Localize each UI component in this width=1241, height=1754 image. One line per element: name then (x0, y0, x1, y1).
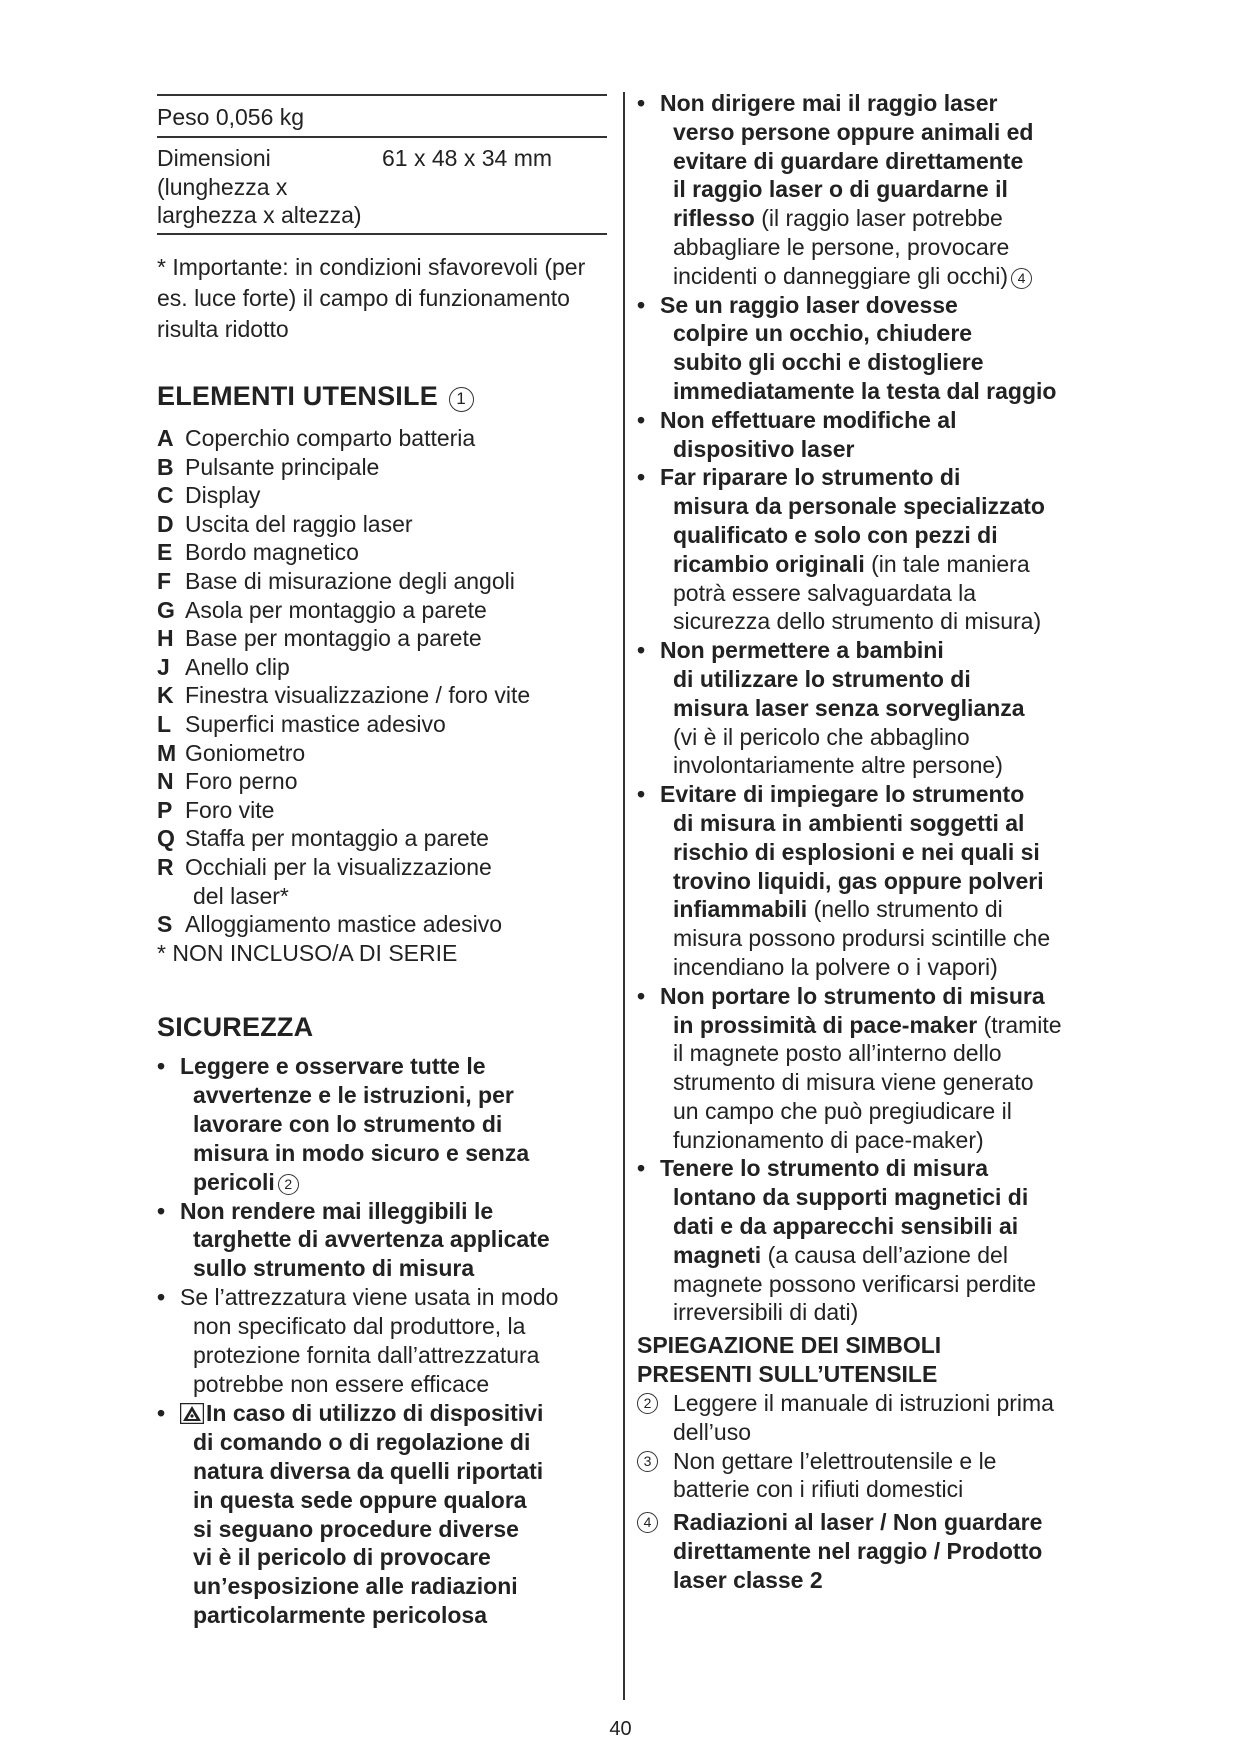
elements-heading (157, 381, 607, 412)
laser-warning-icon (180, 1403, 204, 1424)
list-item: • Non rendere mai illeggibili le targhette di avvertenza applicate sullo strumento di misura (157, 1197, 607, 1284)
list-item: D Uscita del raggio laser (157, 510, 413, 537)
list-item: • In caso di utilizzo di dispositivi di comando o di regolazione di natura diversa da quelli riportati in questa sede oppure qualora si seguano procedure diverse vi è il pericolo di provocare un’esposizione alle radiazioni particolarmente pericolosa (157, 1399, 607, 1630)
spec-note (157, 252, 607, 345)
rule (157, 136, 607, 138)
laser-safety-list (637, 89, 1097, 1327)
dim-label: (lunghezza x (157, 173, 288, 200)
safety-heading: SICUREZZA (157, 1012, 314, 1042)
list-item: B Pulsante principale (157, 453, 380, 480)
list-item: F Base di misurazione degli angoli (157, 567, 515, 594)
list-item: 2 Leggere il manuale di istruzioni prima dell’uso (637, 1389, 1097, 1447)
ref-circle: 4 (637, 1512, 658, 1533)
list-item: • Non permettere a bambini di utilizzare lo strumento di misura laser senza sorveglianza (vi è il pericolo che abbaglino involontariamente altre persone) (637, 636, 1097, 780)
elements-list (157, 424, 607, 967)
elements-title: ELEMENTI UTENSILE (157, 381, 438, 411)
list-item: Q Staffa per montaggio a parete (157, 825, 489, 852)
column-divider (623, 92, 625, 1700)
spec-dimensions (157, 144, 607, 230)
rule (157, 94, 607, 96)
dim-label: Dimensioni (157, 145, 271, 171)
list-item: E Bordo magnetico (157, 539, 359, 566)
list-item: R Occhiali per la visualizzazione del laser* (157, 853, 492, 909)
list-item: 3 Non gettare l’elettroutensile e le batterie con i rifiuti domestici (637, 1447, 1097, 1505)
ref-circle: 4 (1011, 268, 1032, 289)
rule (157, 233, 607, 235)
list-item: K Finestra visualizzazione / foro vite (157, 682, 531, 709)
list-item: • Non effettuare modifiche al dispositivo laser (637, 406, 1097, 464)
list-item: 4 Radiazioni al laser / Non guardare direttamente nel raggio / Prodotto laser classe 2 (637, 1508, 1097, 1594)
spec-weight: Peso 0,056 kg (157, 104, 305, 130)
symbols-title: SPIEGAZIONE DEI SIMBOLI (637, 1332, 942, 1358)
list-item: • Leggere e osservare tutte le avvertenze e le istruzioni, per lavorare con lo strumento di misura in modo sicuro e senza pericoli 2 (157, 1052, 607, 1197)
symbols-list (637, 1389, 1097, 1595)
footnote: * NON INCLUSO/A DI SERIE (157, 939, 458, 966)
list-item: C Display (157, 482, 261, 509)
note-line: risulta ridotto (157, 316, 289, 342)
list-item: J Anello clip (157, 653, 290, 680)
list-item: L Superfici mastice adesivo (157, 710, 446, 737)
list-item: • Se l’attrezzatura viene usata in modo non specificato dal produttore, la protezione fornita dall’attrezzatura potrebbe non essere efficace (157, 1283, 607, 1399)
list-item: N Foro perno (157, 768, 298, 795)
list-item: • Se un raggio laser dovesse colpire un occhio, chiudere subito gli occhi e distogliere immediatamente la testa dal raggio (637, 291, 1097, 406)
note-line: es. luce forte) il campo di funzionamento (157, 285, 570, 311)
note-line: * Importante: in condizioni sfavorevoli (per (157, 254, 586, 280)
safety-list (157, 1052, 607, 1630)
list-item: • Far riparare lo strumento di misura da personale specializzato qualificato e solo con pezzi di ricambio originali (in tale maniera potrà essere salvaguardata la sicurezza dello strumento di misura) (637, 463, 1097, 636)
list-item: • Non portare lo strumento di misura in prossimità di pace-maker (tramite il magnete posto all’interno dello strumento di misura viene generato un campo che può pregiudicare il funzionamento di pace-maker) (637, 982, 1097, 1155)
ref-circle: 3 (637, 1451, 658, 1472)
list-item: • Non dirigere mai il raggio laser verso persone oppure animali ed evitare di guardare direttamente il raggio laser o di guardarne il riflesso (il raggio laser potrebbe abbagliare le persone, provocare incidenti o danneggiare gli occhi) 4 (637, 89, 1097, 291)
list-item: P Foro vite (157, 796, 275, 823)
dim-value: 61 x 48 x 34 mm (382, 145, 553, 171)
list-item: M Goniometro (157, 739, 306, 766)
list-item: G Asola per montaggio a parete (157, 596, 487, 623)
page-number: 40 (609, 1718, 632, 1740)
list-item: S Alloggiamento mastice adesivo (157, 911, 503, 938)
dim-label: larghezza x altezza) (157, 202, 362, 229)
list-item: • Tenere lo strumento di misura lontano da supporti magnetici di dati e da apparecchi sensibili ai magneti (a causa dell’azione del magnete possono verificarsi perdite irreversibili di dati) (637, 1154, 1097, 1327)
list-item: H Base per montaggio a parete (157, 625, 482, 652)
ref-circle: 2 (278, 1174, 299, 1195)
ref-circle: 2 (637, 1393, 658, 1414)
list-item: • Evitare di impiegare lo strumento di misura in ambienti soggetti al rischio di esplosioni e nei quali si trovino liquidi, gas oppure polveri infiammabili (nello strumento di misura possono prodursi scintille che incendiano la polvere o i vapori) (637, 780, 1097, 982)
symbols-heading (637, 1331, 1097, 1389)
ref-circle: 1 (449, 387, 474, 412)
list-item: A Coperchio comparto batteria (157, 425, 476, 451)
symbols-title: PRESENTI SULL’UTENSILE (637, 1360, 938, 1387)
